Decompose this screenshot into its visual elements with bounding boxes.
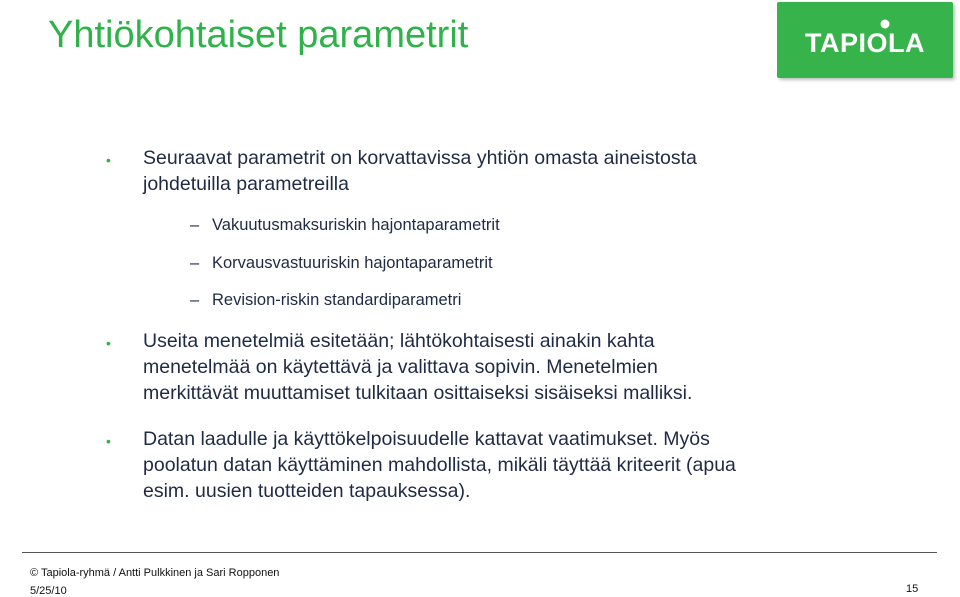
sub-item-3: [190, 289, 461, 311]
bullet-1-line-1: Seuraavat parametrit on korvattavissa yhtiön omasta aineistosta: [143, 147, 697, 169]
bullet-icon: •: [106, 433, 111, 449]
sub-item-2-label: Korvausvastuuriskin hajontaparametrit: [212, 254, 493, 272]
bullet-3-line-1: Datan laadulle ja käyttökelpoisuudelle kattavat vaatimukset. Myös: [143, 428, 710, 450]
bullet-item-1: [143, 145, 843, 197]
svg-text:TAPIOLA: TAPIOLA: [805, 28, 925, 58]
tapiola-logo-graphic: [777, 2, 953, 78]
tapiola-logo: [777, 2, 953, 78]
slide-title: Yhtiökohtaiset parametrit: [48, 14, 469, 56]
footer-date: 5/25/10: [30, 585, 67, 597]
footer-copyright: © Tapiola-ryhmä / Antti Pulkkinen ja Sari Ropponen: [30, 567, 280, 579]
footer-divider: [22, 552, 937, 553]
bullet-icon: •: [106, 335, 111, 351]
dash-icon: –: [190, 216, 200, 234]
bullet-1-line-2: johdetuilla parametreilla: [143, 173, 349, 195]
logo-dot-icon: [881, 20, 890, 29]
bullet-3-line-2: poolatun datan käyttäminen mahdollista, mikäli täyttää kriteerit (apua: [143, 454, 736, 476]
sub-item-1-label: Vakuutusmaksuriskin hajontaparametrit: [212, 216, 500, 234]
bullet-3-line-3: esim. uusien tuotteiden tapauksessa).: [143, 480, 471, 502]
dash-icon: –: [190, 254, 200, 272]
sub-item-3-label: Revision-riskin standardiparametri: [212, 291, 462, 309]
bullet-2-line-2: menetelmää on käytettävä ja valittava sopivin. Menetelmien: [143, 356, 658, 378]
sub-item-2: [190, 252, 493, 274]
bullet-item-2: [143, 328, 843, 406]
sub-item-1: [190, 214, 500, 236]
bullet-item-3: [143, 426, 843, 504]
bullet-2-line-3: merkittävät muuttamiset tulkitaan osittaiseksi sisäiseksi malliksi.: [143, 382, 693, 404]
page-number: 15: [906, 583, 919, 595]
bullet-icon: •: [106, 152, 111, 168]
bullet-2-line-1: Useita menetelmiä esitetään; lähtökohtaisesti ainakin kahta: [143, 330, 655, 352]
dash-icon: –: [190, 291, 200, 309]
